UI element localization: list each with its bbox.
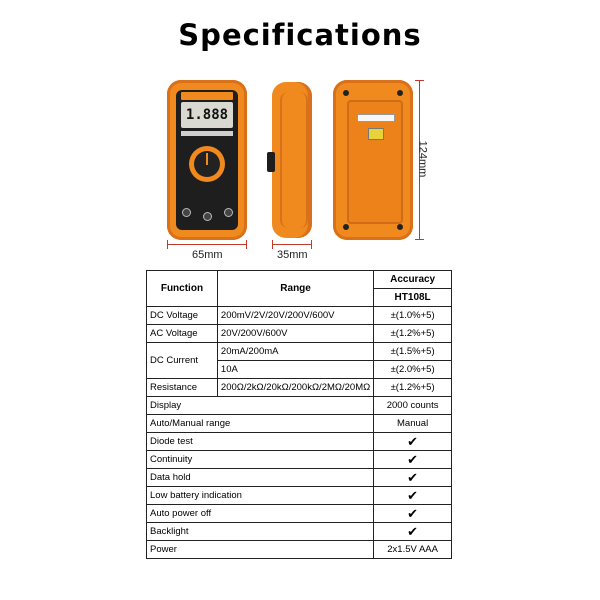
function-cell: DC Current <box>147 343 218 379</box>
range-cell: 200mV/2V/20V/200V/600V <box>217 307 373 325</box>
function-header: Function <box>147 271 218 307</box>
function-cell: Diode test <box>147 433 374 451</box>
screw <box>343 90 349 96</box>
width-label: 65mm <box>192 249 223 261</box>
depth-label: 35mm <box>277 249 308 261</box>
table-row <box>147 487 452 505</box>
checkmark-icon: ✔ <box>374 451 452 469</box>
table-header-row <box>147 271 452 289</box>
side-groove <box>280 92 308 228</box>
back-label <box>357 114 395 122</box>
screw <box>343 224 349 230</box>
checkmark-icon: ✔ <box>374 505 452 523</box>
width-dimension-line <box>167 244 247 245</box>
screw <box>397 90 403 96</box>
jack-vma <box>224 208 233 217</box>
function-cell: Data hold <box>147 469 374 487</box>
dimension-cap <box>272 240 273 249</box>
dial-pointer <box>206 153 208 165</box>
multimeter-side-view <box>272 82 312 238</box>
accuracy-header: Accuracy <box>374 271 452 289</box>
range-header: Range <box>217 271 373 307</box>
range-cell: 10A <box>217 361 373 379</box>
accuracy-cell: ±(1.0%+5) <box>374 307 452 325</box>
height-label: 124mm <box>416 140 429 178</box>
range-cell: 20mA/200mA <box>217 343 373 361</box>
function-cell: Backlight <box>147 523 374 541</box>
table-row <box>147 505 452 523</box>
brand-strip <box>181 92 233 100</box>
table-row <box>147 307 452 325</box>
jack-10a <box>182 208 191 217</box>
page-title: Specifications <box>178 18 422 52</box>
accuracy-cell: ±(1.5%+5) <box>374 343 452 361</box>
multimeter-back-view <box>333 80 413 240</box>
meter-face <box>176 90 238 230</box>
table-row <box>147 343 452 361</box>
accuracy-cell: ±(1.2%+5) <box>374 379 452 397</box>
table-row <box>147 325 452 343</box>
dimension-cap <box>415 239 424 240</box>
jack-com <box>203 212 212 221</box>
checkmark-icon: ✔ <box>374 487 452 505</box>
lcd-display: 1.888 <box>181 102 233 128</box>
qc-sticker <box>368 128 384 140</box>
function-cell: Auto power off <box>147 505 374 523</box>
dimension-cap <box>415 80 424 81</box>
checkmark-icon: ✔ <box>374 523 452 541</box>
accuracy-cell: ±(2.0%+5) <box>374 361 452 379</box>
function-cell: Display <box>147 397 374 415</box>
table-row <box>147 397 452 415</box>
function-cell: Auto/Manual range <box>147 415 374 433</box>
checkmark-icon: ✔ <box>374 469 452 487</box>
battery-cover <box>347 100 403 224</box>
depth-dimension-line <box>272 244 312 245</box>
function-cell: Low battery indication <box>147 487 374 505</box>
dimension-cap <box>246 240 247 249</box>
table-row <box>147 415 452 433</box>
function-cell: Power <box>147 541 374 559</box>
multimeter-front-view <box>167 80 247 240</box>
table-row <box>147 433 452 451</box>
screw <box>397 224 403 230</box>
checkmark-icon: ✔ <box>374 433 452 451</box>
rotary-dial <box>189 146 225 182</box>
table-row <box>147 451 452 469</box>
table-row <box>147 379 452 397</box>
function-cell: AC Voltage <box>147 325 218 343</box>
accuracy-cell: 2000 counts <box>374 397 452 415</box>
product-illustration <box>0 0 600 265</box>
dial-knob <box>194 151 220 177</box>
specification-table <box>146 270 452 559</box>
dimension-cap <box>311 240 312 249</box>
function-cell: DC Voltage <box>147 307 218 325</box>
model-header: HT108L <box>374 289 452 307</box>
function-cell: Resistance <box>147 379 218 397</box>
range-cell: 200Ω/2kΩ/20kΩ/200kΩ/2MΩ/20MΩ <box>217 379 373 397</box>
table-row <box>147 523 452 541</box>
range-cell: 20V/200V/600V <box>217 325 373 343</box>
dimension-cap <box>167 240 168 249</box>
model-strip <box>181 131 233 136</box>
side-clip <box>267 152 275 172</box>
function-cell: Continuity <box>147 451 374 469</box>
accuracy-cell: 2x1.5V AAA <box>374 541 452 559</box>
table-row <box>147 541 452 559</box>
table-row <box>147 469 452 487</box>
accuracy-cell: Manual <box>374 415 452 433</box>
accuracy-cell: ±(1.2%+5) <box>374 325 452 343</box>
